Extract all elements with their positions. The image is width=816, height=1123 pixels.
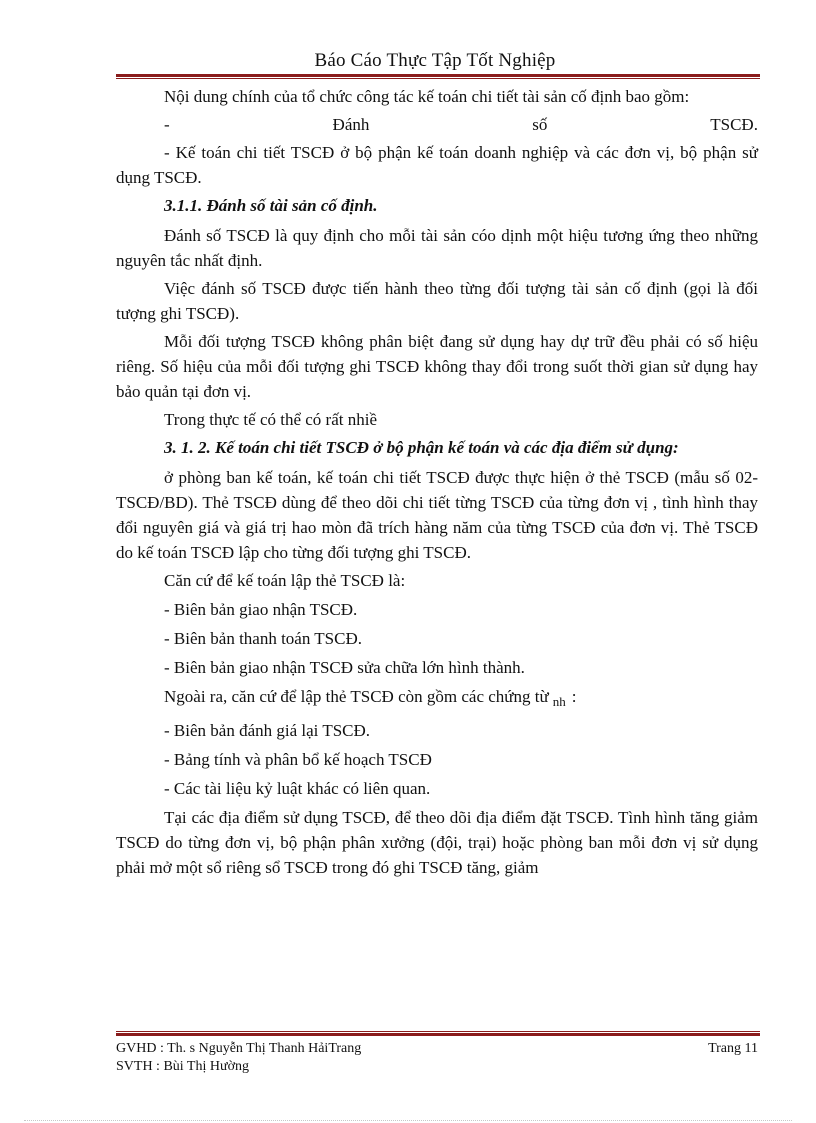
footer-student: SVTH : Bùi Thị Hường: [116, 1059, 249, 1074]
paragraph: [116, 684, 758, 714]
section-heading: 3. 1. 2. Kế toán chi tiết TSCĐ ở bộ phận kế toán và các địa điểm sử dụng:: [164, 438, 679, 457]
list-item: - Biên bản thanh toán TSCĐ.: [164, 629, 362, 648]
list-item: - Các tài liệu kỷ luật khác có liên quan.: [164, 779, 431, 798]
footer-supervisor: GVHD : Th. s Nguyễn Thị Thanh HảiTrang: [116, 1041, 362, 1056]
list-item: - Biên bản giao nhận TSCĐ.: [164, 600, 358, 619]
section-heading: 3.1.1. Đánh số tài sản cố định.: [164, 196, 378, 215]
paragraph: Tại các địa điểm sử dụng TSCĐ, để theo dõi địa điểm đặt TSCĐ. Tình hình tăng giảm TSCĐ do từng đơn vị, bộ phận phân xưởng (đội, trại) hoặc phòng ban mỗi đơn vị sử dụng phải mở một sổ riêng sổ TSCĐ trong đó ghi TSCĐ tăng, giảm: [116, 808, 758, 877]
page-bottom-divider: [24, 1120, 792, 1121]
dash-line-word: -: [164, 115, 170, 134]
footer-rule-thin: [116, 1031, 760, 1032]
list-item: - Bảng tính và phân bổ kế hoạch TSCĐ: [164, 750, 432, 769]
paragraph-text: Ngoài ra, căn cứ để lập thẻ TSCĐ còn gồm các chứng từ: [164, 687, 549, 706]
paragraph: Việc đánh số TSCĐ được tiến hành theo từng đối tượng tài sản cố định (gọi là đối tượng ghi TSCĐ).: [116, 279, 758, 323]
page-header-title: Báo Cáo Thực Tập Tốt Nghiệp: [314, 50, 556, 71]
dash-line-word: Đánh: [332, 115, 370, 134]
page-footer: [116, 1040, 758, 1076]
paragraph: - Kế toán chi tiết TSCĐ ở bộ phận kế toán doanh nghiệp và các đơn vị, bộ phận sử dụng TSCĐ.: [116, 143, 758, 187]
footer-rule-thick: [116, 1033, 760, 1036]
footer-page-number: Trang 11: [708, 1041, 758, 1056]
subscript-text: nh: [552, 694, 566, 709]
paragraph: Mỗi đối tượng TSCĐ không phân biệt đang sử dụng hay dự trữ đều phải có số hiệu riêng. Số hiệu của mỗi đối tượng ghi TSCĐ không thay đổi trong suốt thời gian sử dụng hay bảo quản tại đơn vị.: [116, 332, 758, 401]
document-body: [116, 84, 758, 883]
header-rule-thin: [116, 78, 760, 79]
list-item: - Biên bản đánh giá lại TSCĐ.: [164, 721, 371, 740]
header-rule-thick: [116, 74, 760, 77]
paragraph: Nội dung chính của tổ chức công tác kế toán chi tiết tài sản cố định bao gồm:: [164, 87, 690, 106]
dash-line: [116, 112, 758, 137]
paragraph: ở phòng ban kế toán, kế toán chi tiết TSCĐ được thực hiện ở thẻ TSCĐ (mẫu số 02- TSCĐ/BD). Thẻ TSCĐ dùng để theo dõi chi tiết từng TSCĐ của từng đơn vị , tình hình thay đổi nguyên giá và giá trị hao mòn đã trích hàng năm của từng TSCĐ của đơn vị. Thẻ TSCĐ do kế toán TSCĐ lập cho từng đối tượng ghi TSCĐ.: [116, 468, 758, 562]
paragraph: Căn cứ để kế toán lập thẻ TSCĐ là:: [164, 571, 406, 590]
paragraph: Đánh số TSCĐ là quy định cho mỗi tài sản cóo dịnh một hiệu tương ứng theo những nguyên tắc nhất định.: [116, 226, 758, 270]
dash-line-word: số: [532, 115, 548, 134]
list-item: - Biên bản giao nhận TSCĐ sửa chữa lớn hình thành.: [164, 658, 525, 677]
paragraph-punct: :: [571, 687, 577, 706]
paragraph: Trong thực tế có thể có rất nhiề: [164, 410, 378, 429]
dash-line-word: TSCĐ.: [710, 115, 758, 134]
